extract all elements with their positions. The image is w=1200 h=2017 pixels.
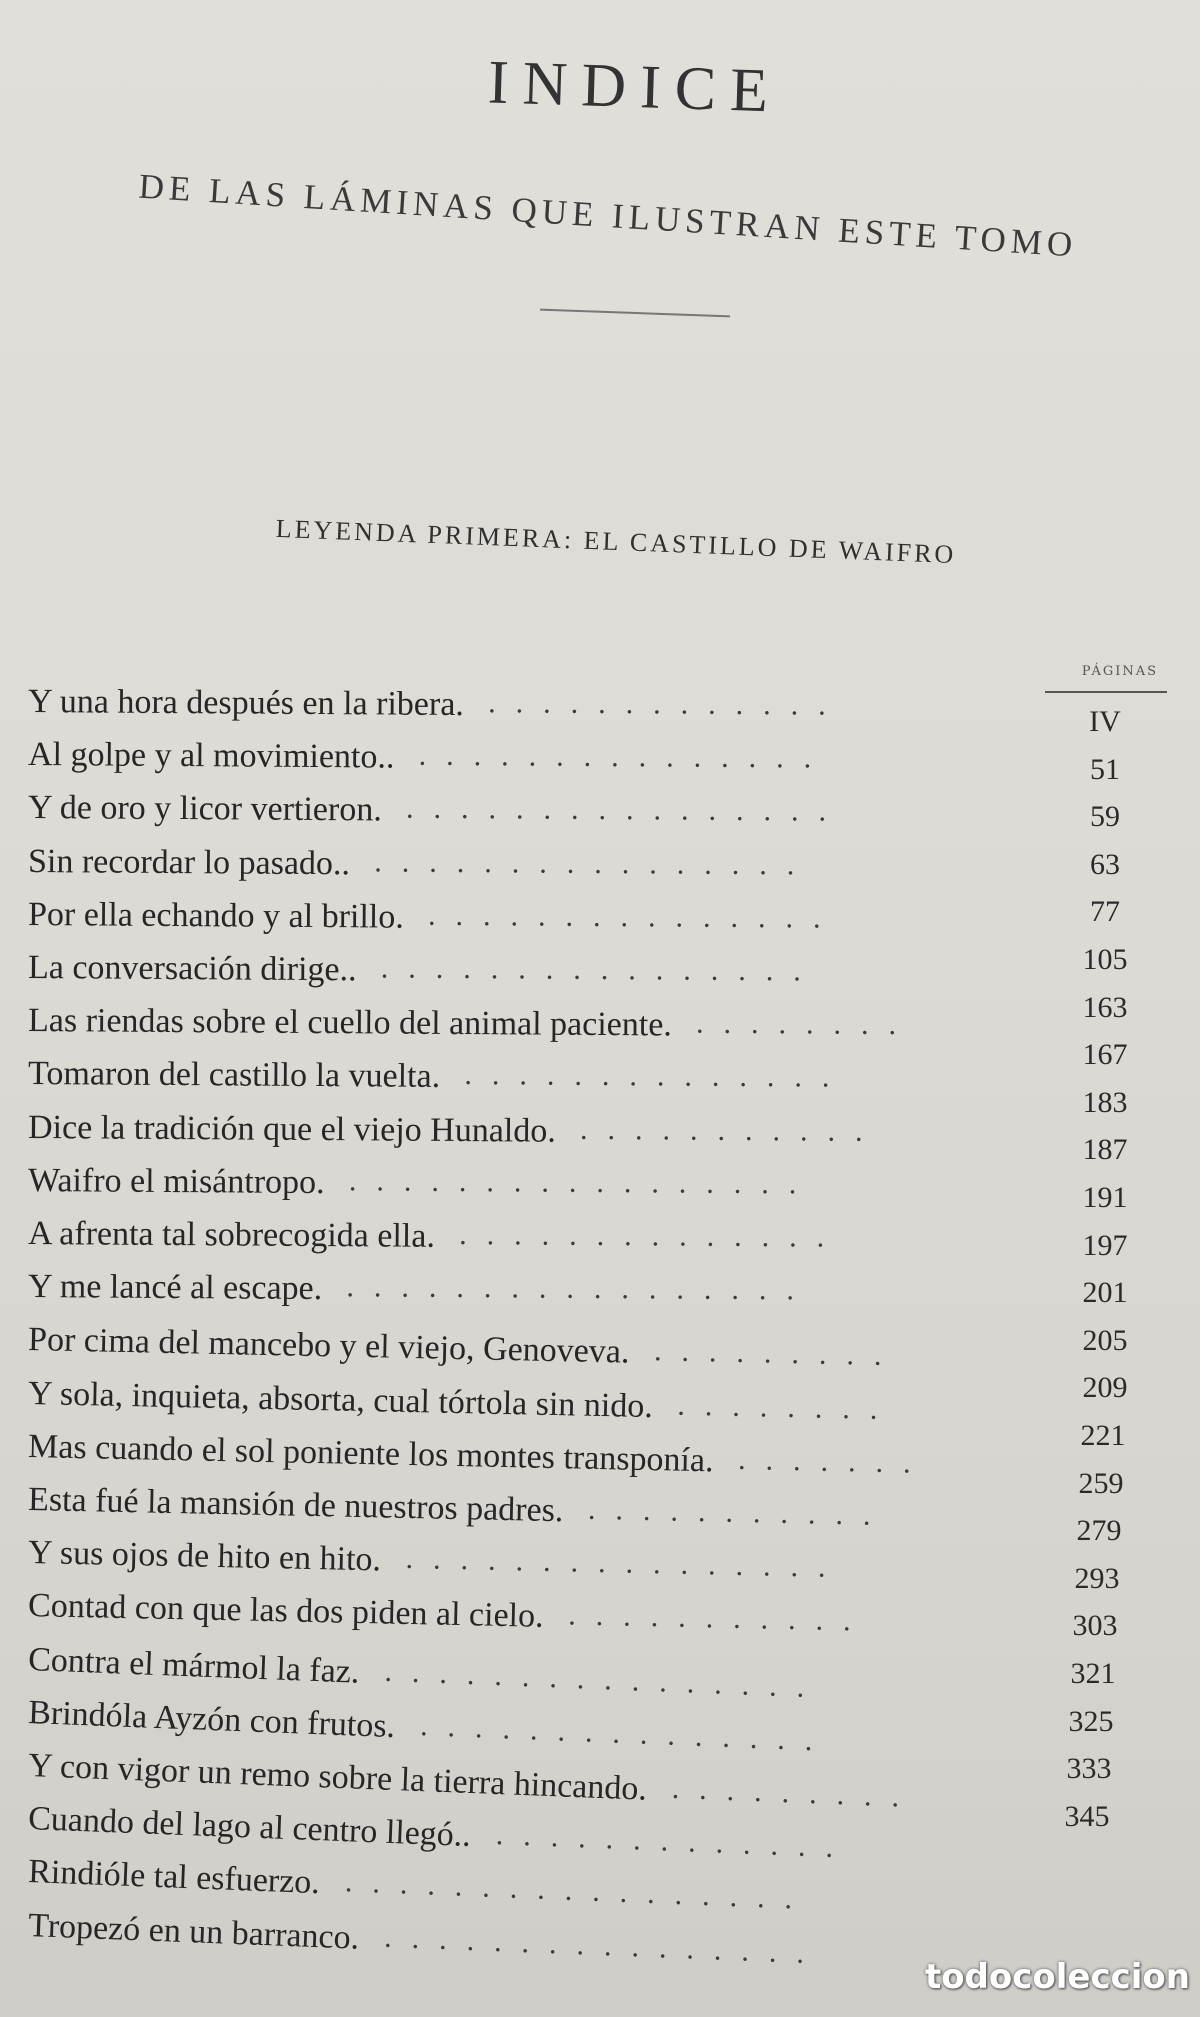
leader-dots: ................ <box>384 1654 825 1705</box>
page-number: 105 <box>1082 943 1128 976</box>
entry-title: Tomaron del castillo la vuelta. <box>27 1055 441 1096</box>
page-number: 333 <box>1066 1752 1112 1786</box>
entry-title: Rindióle tal esfuerzo. <box>27 1853 321 1902</box>
section-heading: LEYENDA PRIMERA: EL CASTILLO DE WAIFRO <box>275 513 957 570</box>
page-number: 321 <box>1070 1657 1116 1690</box>
entry-title: Mas cuando el sol poniente los montes transponía. <box>27 1427 714 1480</box>
leader-dots: ............. <box>488 686 846 722</box>
entry-title: Las riendas sobre el cuello del animal paciente. <box>27 1002 673 1044</box>
leader-dots: ........... <box>579 1112 883 1148</box>
leader-dots: ....... <box>737 1442 932 1480</box>
entry-title: Y me lancé al escape. <box>27 1268 323 1308</box>
page-number: 279 <box>1076 1514 1122 1548</box>
leader-dots: ......... <box>671 1771 920 1815</box>
page-number: 205 <box>1082 1323 1128 1357</box>
leader-dots: ......... <box>653 1334 902 1373</box>
page-number: 77 <box>1090 895 1120 929</box>
leader-dots: ................. <box>348 1164 817 1201</box>
leader-dots: ................. <box>344 1865 813 1917</box>
entry-title: Y sola, inquieta, absorta, cual tórtola sin nido. <box>27 1374 654 1425</box>
leader-dots: ................ <box>405 792 847 829</box>
entry-title: Tropezó en un barranco. <box>27 1906 360 1957</box>
page-number: 209 <box>1082 1371 1128 1405</box>
page-number: 259 <box>1078 1466 1124 1500</box>
page-title: INDICE <box>486 48 784 126</box>
entry-title: Y con vigor un remo sobre la tierra hincando. <box>27 1747 648 1808</box>
page-number: 63 <box>1090 847 1120 881</box>
entry-title: Esta fué la mansión de nuestros padres. <box>27 1481 564 1530</box>
entry-title: Cuando del lago al centro llegó.. <box>27 1800 472 1855</box>
leader-dots: ................ <box>383 1920 825 1971</box>
page-number: 293 <box>1074 1561 1120 1595</box>
entry-title: Y una hora después en la ribera. <box>27 683 465 724</box>
leader-dots: ............... <box>427 898 841 935</box>
page-number: 167 <box>1082 1038 1128 1072</box>
leader-dots: ................ <box>405 1542 846 1585</box>
entry-title: Sin recordar lo pasado.. <box>27 842 351 882</box>
leader-dots: ................ <box>380 951 821 988</box>
watermark-logo: todocoleccion <box>924 1957 1190 1997</box>
leader-dots: ........... <box>587 1492 891 1533</box>
leader-dots: .............. <box>459 1218 845 1254</box>
entry-title: Dice la tradición que el viejo Hunaldo. <box>27 1108 556 1150</box>
page-number: 183 <box>1082 1085 1128 1119</box>
page-subtitle: DE LAS LÁMINAS QUE ILUSTRAN ESTE TOMO <box>137 166 1079 265</box>
pages-column-header: PÁGINAS <box>1081 664 1159 679</box>
entry-title: Por ella echando y al brillo. <box>27 895 404 936</box>
entry-title: A afrenta tal sobrecogida ella. <box>27 1215 436 1255</box>
entry-title: Waifro el misántropo. <box>27 1161 325 1201</box>
page-number: 59 <box>1090 800 1120 834</box>
page-number: IV <box>1089 705 1121 738</box>
leader-dots: ............. <box>495 1818 854 1865</box>
page-number: 51 <box>1090 752 1120 786</box>
leader-dots: ........ <box>696 1006 917 1042</box>
page-number: 325 <box>1068 1704 1114 1738</box>
page-number: 221 <box>1080 1419 1126 1452</box>
leader-dots: ........ <box>677 1388 898 1426</box>
entry-title: La conversación dirige.. <box>27 949 357 989</box>
leader-dots: ............... <box>419 1708 834 1758</box>
page-number: 197 <box>1082 1228 1128 1262</box>
page-number: 303 <box>1072 1609 1118 1643</box>
entry-title: Contad con que las dos piden al cielo. <box>27 1587 544 1636</box>
entry-title: Por cima del mancebo y el viejo, Genoveva. <box>27 1321 630 1371</box>
entry-title: Contra el mármol la faz. <box>27 1640 361 1691</box>
page-number: 163 <box>1082 990 1128 1024</box>
page-number: 187 <box>1082 1133 1128 1167</box>
page-number: 191 <box>1082 1181 1128 1214</box>
leader-dots: ................ <box>374 845 815 882</box>
page-number: 345 <box>1064 1799 1110 1833</box>
leader-dots: ........... <box>567 1598 872 1639</box>
page-number: 201 <box>1082 1276 1128 1310</box>
entry-title: Brindóla Ayzón con frutos. <box>27 1693 396 1745</box>
leader-dots: ............... <box>418 738 832 775</box>
leader-dots: .............. <box>464 1058 850 1095</box>
entry-title: Y sus ojos de hito en hito. <box>27 1534 382 1579</box>
leader-dots: ................. <box>346 1270 815 1307</box>
entry-title: Al golpe y al movimiento.. <box>27 736 395 776</box>
entry-title: Y de oro y licor vertieron. <box>27 789 382 829</box>
